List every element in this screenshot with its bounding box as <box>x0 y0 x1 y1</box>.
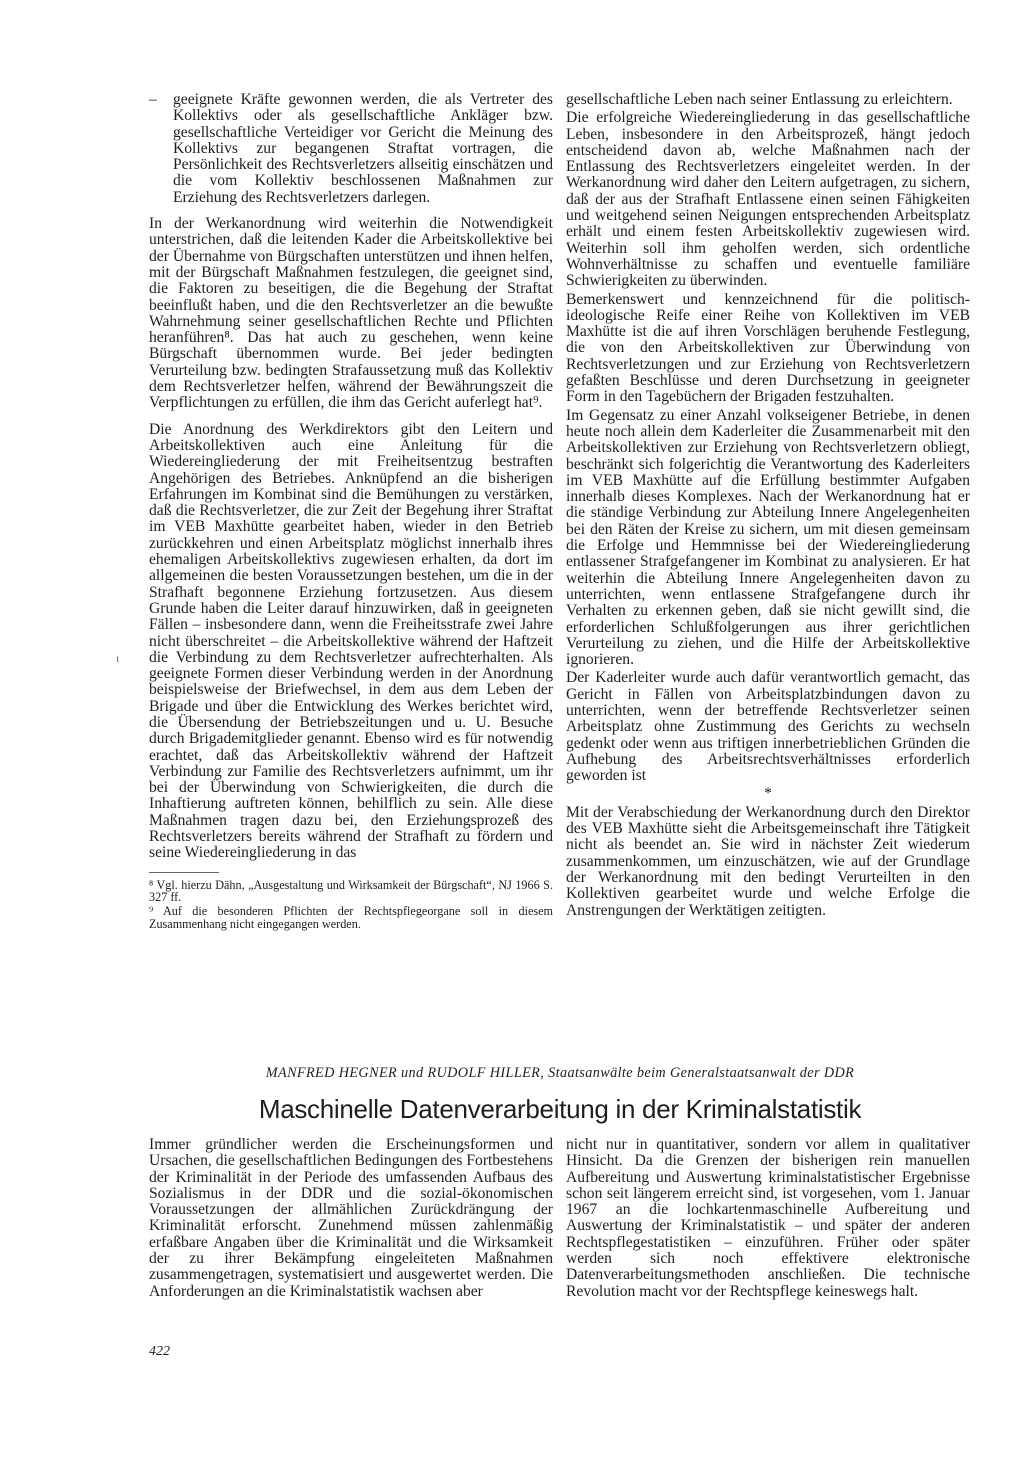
right-paragraph-3: Bemerkenswert und kennzeichnend für die politisch-ideologische Reife einer Reihe von Kollektiven im VEB Maxhütte ist die auf ihren Vorschlägen beruhende Festlegung, die von den Arbeitskollektiven zur Überwindung von Rechtsverletzungen und zur Erziehung von Rechtsverletzern gefaßten Beschlüsse und deren Durchsetzung in geeigneter Form in den Tagebüchern der Brigaden festzuhalten. <box>566 290 970 406</box>
article-left-text: Immer gründlicher werden die Erscheinungsformen und Ursachen, die gesellschaftlichen Bedingungen des Fortbestehens der Kriminalität in der Periode des umfassenden Aufbaus des Sozialismus in der DDR und die sozial-ökonomischen Voraussetzungen der allmählichen Zurückdrängung der Kriminalität erforscht. Zunehmend müssen zahlenmäßig erfaßbare Angaben über die Kriminalität und die Wirksamkeit der zu ihrer Bekämpfung eingeleiteten Maßnahmen zusammengetragen, systematisiert und ausgewertet werden. Die Anforderungen an die Kriminalstatistik wachsen aber <box>149 1136 553 1300</box>
page-number: 422 <box>149 1344 170 1359</box>
right-paragraph-1: gesellschaftliche Leben nach seiner Entlassung zu erleichtern. <box>566 91 953 108</box>
article-left-column <box>149 1137 553 1300</box>
footnote-8: ⁸ Vgl. hierzu Dähn, „Ausgestaltung und Wirksamkeit der Bürgschaft“, NJ 1966 S. 327 ff. <box>149 877 553 905</box>
right-column <box>566 92 970 919</box>
right-paragraph-6: Mit der Verabschiedung der Werkanordnung durch den Direktor des VEB Maxhütte sieht die Arbeitsgemeinschaft ihre Tätigkeit nicht als beendet an. Sie wird in nächster Zeit wiederum zusammenkommen, um einzuschätzen, wie auf der Grundlage der Werkanordnung mit den bedingt Verurteilten in den Kollektiven gearbeitet wurde und welche Erfolge die Anstrengungen der Werktätigen zeitigten. <box>566 803 970 919</box>
section-asterisk: * <box>764 785 772 803</box>
left-paragraph-2: Die Anordnung des Werkdirektors gibt den Leitern und Arbeitskollektiven auch eine Anleitung für die Wiedereingliederung der mit Freiheitsentzug bestraften Angehörigen des Betriebes. Anknüpfend an die bisherigen Erfahrungen im Kombinat sind die Bemühungen zu verstärken, daß die Rechtsverletzer, die zur Zeit der Begehung ihrer Straftat im VEB Maxhütte gearbeitet haben, wieder in den Betrieb zurückkehren und einen Arbeitsplatz möglichst innerhalb ihres ehemaligen Arbeitskollektivs zugewiesen erhalten, da dort im allgemeinen die besten Voraussetzungen bestehen, um die in der Strafhaft begonnene Erziehung fortzusetzen. Aus diesem Grunde haben die Leiter darauf hinzuwirken, daß in geeigneten Fällen – insbesondere dann, wenn die Freiheitsstrafe zwei Jahre nicht überschreitet – die Arbeitskollektive während der Haftzeit die Verbindung zu dem Rechtsverletzer aufrechterhalten. Als geeignete Formen dieser Verbindung werden in der Anordnung beispielsweise der Briefwechsel, in dem aus dem Leben der Brigade und über die Entwicklung des Werkes berichtet wird, die Übersendung der Betriebszeitungen und u. U. Besuche durch Brigademitglieder genannt. Ebenso wird es für notwendig erachtet, daß das Arbeitskollektiv während der Haftzeit Verbindung zur Familie des Rechtsverletzers aufnimmt, um ihr bei der Überwindung von Schwierigkeiten, die durch die Inhaftierung auftreten können, behilflich zu sein. Alle diese Maßnahmen tragen dazu bei, den Erziehungsprozeß des Rechtsverletzers bereits während der Strafhaft zu fördern und seine Wiedereingliederung in das <box>149 420 553 862</box>
article-right-column <box>566 1137 970 1300</box>
right-paragraph-4: Im Gegensatz zu einer Anzahl volkseigener Betriebe, in denen heute noch allein dem Kaderleiter die Zusammenarbeit mit den Arbeitskollektiven zur Erziehung von Rechtsverletzern obliegt, beschränkt sich folgerichtig die Verantwortung des Kaderleiters im VEB Maxhütte auf die Erfüllung bestimmter Aufgaben innerhalb dieses Komplexes. Nach der Werkanordnung hat er die ständige Verbindung zur Abteilung Innere Angelegenheiten bei den Räten der Kreise zu sichern, um mit diesen gemeinsam die Erfolge und Hemmnisse bei der Wiedereingliederung entlassener Strafgefangener im Kombinat zu analysieren. Er hat weiterhin die Abteilung Innere Angelegenheiten davon zu unterrichten, wenn entlassene Strafgefangene durch ihr Verhalten zu erkennen geben, daß sie nicht gewillt sind, die erforderlichen Schlußfolgerungen aus ihrer gerichtlichen Verurteilung zu ziehen, und die Hilfe der Arbeitskollektive ignorieren. <box>566 406 970 669</box>
right-paragraph-2: Die erfolgreiche Wiedereingliederung in das gesellschaftliche Leben, insbesondere in den Arbeitsprozeß, hängt jedoch entscheidend davon ab, welche Maßnahmen nach der Entlassung des Rechtsverletzers eingeleitet werden. In der Werkanordnung wird daher den Leitern aufgetragen, zu sichern, daß der aus der Strafhaft Entlassene einen seinen Fähigkeiten und weitgehend seinen Neigungen entsprechenden Arbeitsplatz erhält und einem festen Arbeitskollektiv zugewiesen wird. Weiterhin soll ihm geholfen werden, sich ordentliche Wohnverhältnisse zu schaffen und eventuelle familiäre Schwierigkeiten zu überwinden. <box>566 109 970 290</box>
left-column <box>149 92 553 931</box>
right-paragraph-5: Der Kaderleiter wurde auch dafür verantwortlich gemacht, das Gericht in Fällen von Arbeitsplatzbindungen davon zu unterrichten, wenn der betreffende Rechtsverletzer seinen Arbeitsplatz ohne Zustimmung des Gerichts zu wechseln gedenkt oder wenn aus triftigen innerbetrieblichen Gründen die Aufhebung des Arbeitsrechtsverhältnisses erforderlich geworden ist <box>566 669 970 785</box>
author-byline: MANFRED HEGNER und RUDOLF HILLER, Staatsanwälte beim Generalstaatsanwalt der DDR <box>265 1065 855 1081</box>
bullet-dash: – <box>149 91 157 108</box>
footnotes <box>149 879 553 931</box>
article-title: Maschinelle Datenverarbeitung in der Kriminalstatistik <box>258 1094 862 1124</box>
left-paragraph-1: In der Werkanordnung wird weiterhin die Notwendigkeit unterstrichen, daß die leitenden Kader die Arbeitskollektive bei der Übernahme von Bürgschaften unterstützen und ihnen helfen, mit der Bürgschaft Maßnahmen festzulegen, die geeignet sind, die Faktoren zu beseitigen, die die Begehung der Straftat beeinflußt haben, und die den Rechtsverletzer an die bewußte Wahrnehmung seiner gesellschaftlichen Rechte und Pflichten heranführen⁸. Das hat auch zu geschehen, wenn keine Bürgschaft übernommen wurde. Bei jeder bedingten Verurteilung bzw. bedingten Strafaussetzung muß das Kollektiv dem Rechtsverletzer helfen, während der Bewährungszeit die Verpflichtungen zu erfüllen, die ihm das Gericht auferlegt hat⁹. <box>149 215 553 412</box>
article-right-text: nicht nur in quantitativer, sondern vor allem in qualitativer Hinsicht. Da die Grenzen der bisherigen rein manuellen Aufbereitung und Auswertung kriminalstatistischer Ergebnisse schon seit längerem erreicht sind, ist vorgesehen, vom 1. Januar 1967 an die lochkartenmaschinelle Aufbereitung und Auswertung der Kriminalstatistik – und später der anderen Rechtspflegestatistiken – einzuführen. Früher oder später werden sich noch effektivere elektronische Datenverarbeitungsmethoden anschließen. Die technische Revolution macht vor der Rechtspflege keineswegs halt. <box>566 1136 970 1300</box>
footnote-9: ⁹ Auf die besonderen Pflichten der Rechtspflegeorgane soll in diesem Zusammenhang nicht eingegangen werden. <box>149 904 553 932</box>
margin-mark: ι <box>116 651 120 665</box>
bullet-text: geeignete Kräfte gewonnen werden, die als Vertreter des Kollektivs oder als gesellschaftliche Ankläger bzw. gesellschaftliche Verteidiger vor Gericht die Meinung des Kollektivs zur begangenen Straftat vortragen, die Persönlichkeit des Rechtsverletzers allseitig einschätzen und die vom Kollektiv beschlossenen Maßnahmen zur Erziehung des Rechtsverletzers darlegen. <box>173 91 553 206</box>
bullet-item <box>149 92 553 206</box>
